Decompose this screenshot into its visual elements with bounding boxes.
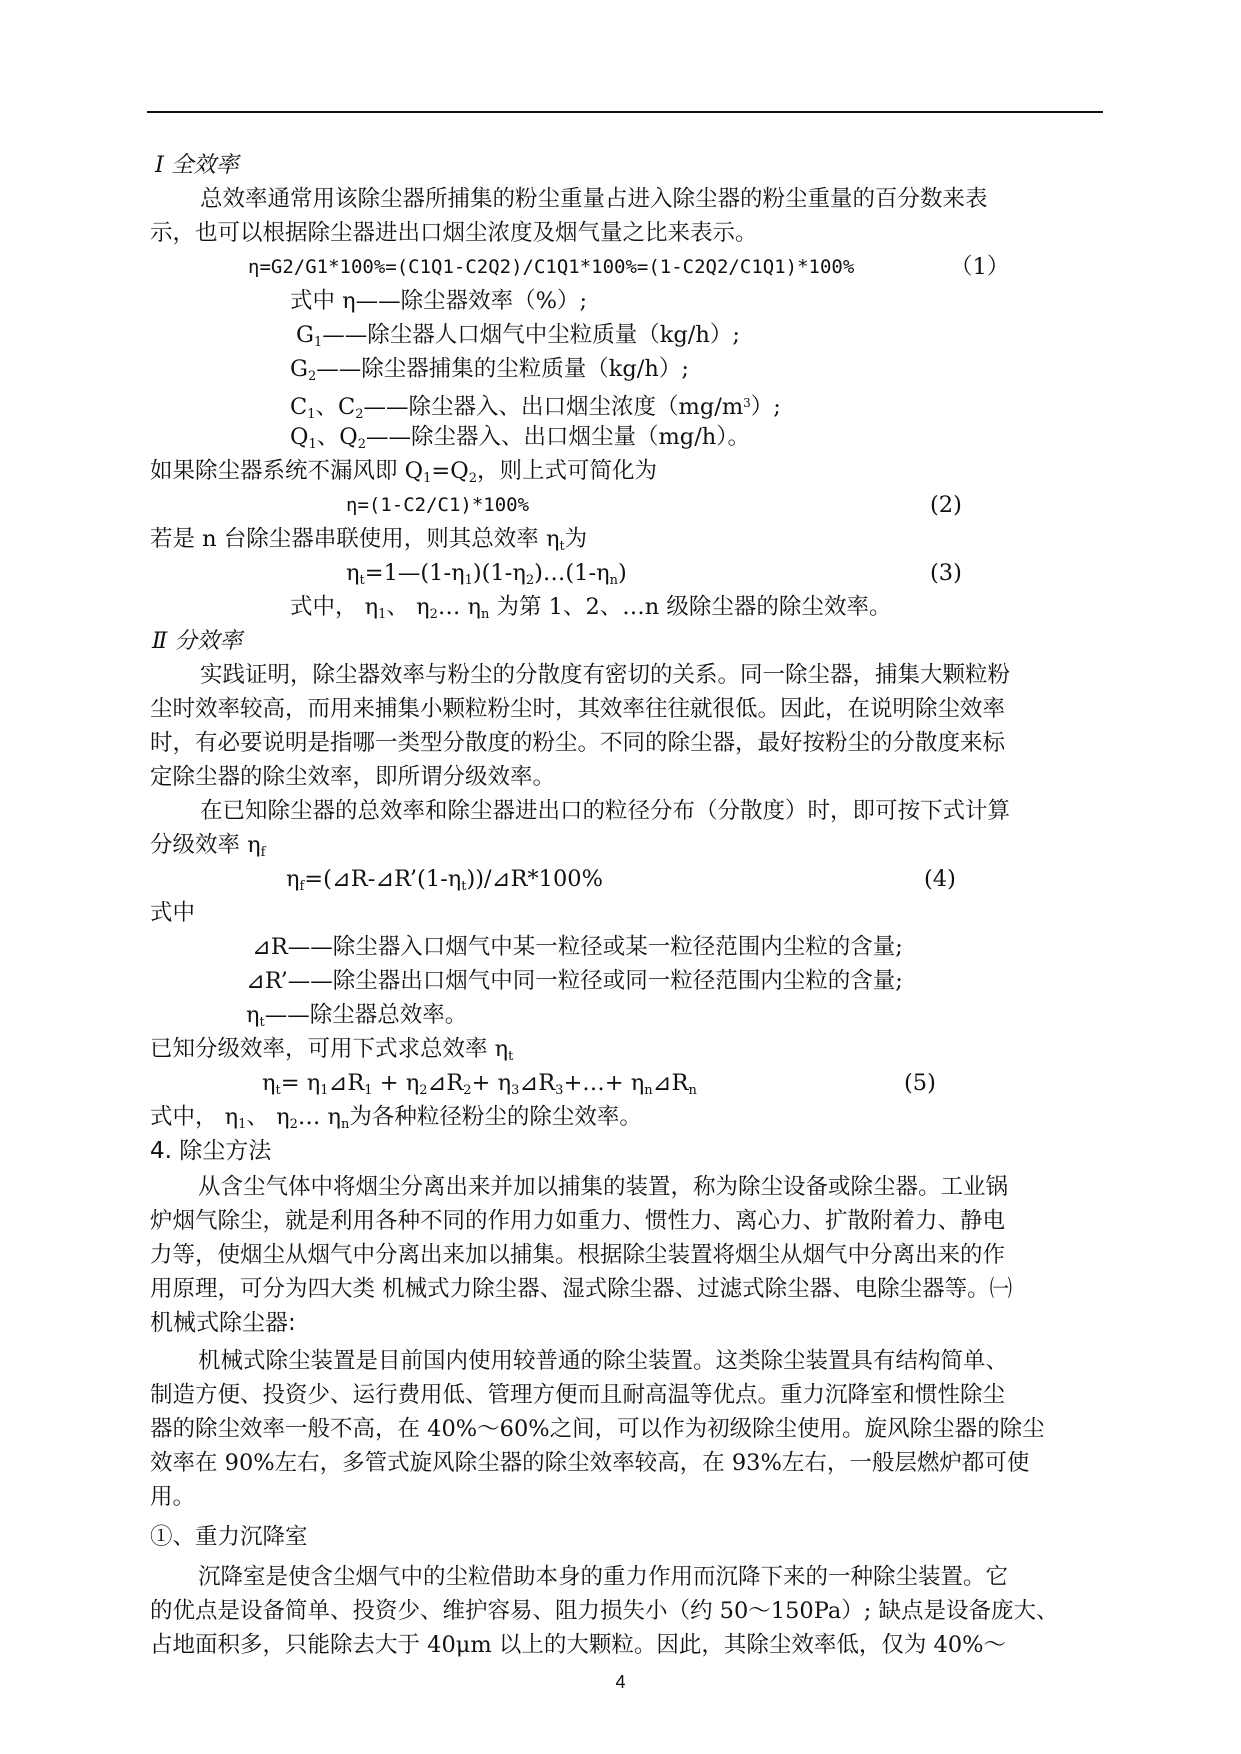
paragraph-line: 用。 <box>150 1484 196 1510</box>
paragraph-line <box>150 828 265 870</box>
paragraph-line: 示，也可以根据除尘器进出口烟尘浓度及烟气量之比来表示。 <box>150 220 758 246</box>
text: )(1-η <box>472 560 526 586</box>
equation-4-number: (4) <box>924 866 956 892</box>
subscript: 3 <box>555 1083 564 1098</box>
text: … η <box>437 594 481 620</box>
text: ——除尘器总效率。 <box>264 1002 468 1028</box>
text: ) <box>617 560 627 586</box>
text: ⊿R <box>519 1070 556 1096</box>
subscript: t <box>359 573 365 588</box>
paragraph-line: 机械式除尘装置是目前国内使用较普通的除尘装置。这类除尘装置具有结构简单、 <box>198 1348 1009 1374</box>
definition-delta-r-prime: ⊿R’——除尘器出口烟气中同一粒径或同一粒径范围内尘粒的含量; <box>246 968 903 994</box>
text: + η <box>372 1070 420 1096</box>
text: =1—(1-η <box>364 560 465 586</box>
definition-text: ——除尘器人口烟气中尘粒质量（kg/h）; <box>322 322 740 348</box>
symbol-g: G <box>296 322 314 348</box>
equation-3-number: (3) <box>930 560 962 586</box>
subscript: 1 <box>464 573 473 588</box>
text: 为各种粒径粉尘的除尘效率。 <box>349 1104 642 1130</box>
subscript: n <box>644 1083 653 1098</box>
text: = η <box>280 1070 321 1096</box>
paragraph-line: 的优点是设备简单、投资少、维护容易、阻力损失小（约 50～150Pa）; 缺点是设备庞大、 <box>150 1598 1059 1624</box>
subscript: n <box>609 573 618 588</box>
section-heading-dust-removal-methods: 4. 除尘方法 <box>150 1138 272 1164</box>
subscript: t <box>461 879 467 894</box>
definition-delta-r: ⊿R——除尘器入口烟气中某一粒径或某一粒径范围内尘粒的含量; <box>252 934 903 960</box>
subscript: 1 <box>308 437 317 452</box>
text: =(⊿R-⊿R’(1-η <box>304 866 462 892</box>
paragraph-line: 用原理，可分为四大类 机械式力除尘器、湿式除尘器、过滤式除尘器、电除尘器等。㈠ <box>150 1276 1013 1302</box>
text: … η <box>297 1104 341 1130</box>
subscript: 2 <box>463 1083 472 1098</box>
text: 、Q <box>316 424 358 450</box>
paragraph-line: 炉烟气除尘，就是利用各种不同的作用力如重力、惯性力、离心力、扩散附着力、静电 <box>150 1208 1006 1234</box>
text: 若是 n 台除尘器串联使用，则其总效率 η <box>150 526 560 552</box>
text: ⊿R <box>652 1070 689 1096</box>
subscript: 1 <box>423 471 432 486</box>
subscript: 1 <box>320 1083 329 1098</box>
subscript: 1 <box>378 607 387 622</box>
subscript: 2 <box>307 369 317 384</box>
subscript: 1 <box>364 1083 373 1098</box>
text: ）; <box>750 394 781 420</box>
subsection-heading-mechanical: 机械式除尘器: <box>150 1310 296 1336</box>
paragraph-line: 在已知除尘器的总效率和除尘器进出口的粒径分布（分散度）时，即可按下式计算 <box>200 798 1011 824</box>
subscript: 1 <box>307 407 316 422</box>
symbol-q: Q <box>290 424 309 450</box>
text: ⊿R <box>427 1070 464 1096</box>
paragraph-line: 时，有必要说明是指哪一类型分散度的粉尘。不同的除尘器，最好按粉尘的分散度来标 <box>150 730 1006 756</box>
paragraph-line: 定除尘器的除尘效率，即所谓分级效率。 <box>150 764 556 790</box>
text: + η <box>471 1070 512 1096</box>
text: 为 <box>564 526 588 552</box>
eta-symbol: η <box>346 560 360 586</box>
text: 式中， η <box>150 1104 239 1130</box>
definition-eta: 式中 η——除尘器效率（%）; <box>290 288 588 314</box>
subscript: 3 <box>511 1083 520 1098</box>
subscript: t <box>559 539 565 554</box>
paragraph-line: 器的除尘效率一般不高，在 40%～60%之间，可以作为初级除尘使用。旋风除尘器的除尘 <box>150 1416 1045 1442</box>
subscript: 2 <box>289 1117 298 1132</box>
text: 如果除尘器系统不漏风即 Q <box>150 458 424 484</box>
subscript: t <box>259 1015 265 1030</box>
paragraph-line: 占地面积多，只能除去大于 40μm 以上的大颗粒。因此，其除尘效率低，仅为 40%～ <box>150 1632 1007 1658</box>
paragraph-line: 力等，使烟尘从烟气中分离出来加以捕集。根据除尘装置将烟尘从烟气中分离出来的作 <box>150 1242 1006 1268</box>
paragraph-line: 式中 <box>150 900 196 926</box>
text: 、 η <box>246 1104 290 1130</box>
subscript: n <box>480 607 490 622</box>
text: 为第 1、2、…n 级除尘器的除尘效率。 <box>489 594 892 620</box>
definition-text: ——除尘器入、出口烟尘浓度（mg/m <box>363 394 744 420</box>
subsection-heading-gravity-settling: ①、重力沉降室 <box>150 1524 308 1550</box>
text: ))/⊿R*100% <box>466 866 603 892</box>
paragraph-line: 尘时效率较高，而用来捕集小颗粒粉尘时，其效率往往就很低。因此，在说明除尘效率 <box>150 696 1006 722</box>
equation-1: η=G2/G1*100%=(C1Q1-C2Q2)/C1Q1*100%=(1-C2Q2/C1Q1)*100% <box>248 256 855 278</box>
definition-text: ——除尘器入、出口烟尘量（mg/h）。 <box>365 424 751 450</box>
subscript: 2 <box>468 471 477 486</box>
equation-2-number: (2) <box>930 492 962 518</box>
subscript: 1 <box>313 335 323 350</box>
subscript: f <box>299 879 305 894</box>
header-rule <box>147 111 1103 113</box>
subscript: 2 <box>357 437 366 452</box>
symbol-g: G <box>290 356 308 382</box>
paragraph-line <box>290 590 891 632</box>
text: 已知分级效率，可用下式求总效率 η <box>150 1036 509 1062</box>
eta-symbol: η <box>246 1002 260 1028</box>
page-number: 4 <box>615 1672 626 1692</box>
text: ，则上式可简化为 <box>476 458 657 484</box>
eta-symbol: η <box>286 866 300 892</box>
subscript: 2 <box>429 607 438 622</box>
text: 式中， η <box>290 594 379 620</box>
subscript: n <box>688 1083 697 1098</box>
superscript: 3 <box>743 396 751 410</box>
equation-4 <box>286 862 603 904</box>
subscript: 2 <box>419 1083 428 1098</box>
subscript: f <box>260 845 266 860</box>
paragraph-line: 制造方便、投资少、运行费用低、管理方便而且耐高温等优点。重力沉降室和惯性除尘 <box>150 1382 1006 1408</box>
subscript: 1 <box>238 1117 247 1132</box>
section-heading-total-efficiency: Ⅰ 全效率 <box>155 152 239 178</box>
text: =Q <box>431 458 469 484</box>
symbol-c: C <box>290 394 308 420</box>
equation-5-number: (5) <box>904 1070 936 1096</box>
text: 、C <box>315 394 356 420</box>
subscript: t <box>508 1049 514 1064</box>
paragraph-line: 总效率通常用该除尘器所捕集的粉尘重量占进入除尘器的粉尘重量的百分数来表 <box>200 186 988 212</box>
subscript: t <box>275 1083 281 1098</box>
equation-2: η=(1-C2/C1)*100% <box>346 494 530 516</box>
paragraph-line: 效率在 90%左右，多管式旋风除尘器的除尘效率较高，在 93%左右，一般层燃炉都可使 <box>150 1450 1030 1476</box>
paragraph-line: 沉降室是使含尘烟气中的尘粒借助本身的重力作用而沉降下来的一种除尘装置。它 <box>198 1564 1009 1590</box>
subscript: 2 <box>355 407 364 422</box>
subscript: 2 <box>525 573 535 588</box>
text: )…(1-η <box>534 560 610 586</box>
text: 、 η <box>386 594 430 620</box>
text: ⊿R <box>328 1070 365 1096</box>
text: +…+ η <box>563 1070 645 1096</box>
eta-symbol: η <box>262 1070 276 1096</box>
paragraph-line: 从含尘气体中将烟尘分离出来并加以捕集的装置，称为除尘设备或除尘器。工业锅 <box>198 1174 1009 1200</box>
section-heading-fractional-efficiency: Ⅱ 分效率 <box>152 628 242 654</box>
equation-1-number: （1） <box>950 254 1010 280</box>
definition-text: ——除尘器捕集的尘粒质量（kg/h）; <box>316 356 689 382</box>
text: 分级效率 η <box>150 832 261 858</box>
paragraph-line: 实践证明，除尘器效率与粉尘的分散度有密切的关系。同一除尘器，捕集大颗粒粉 <box>200 662 1011 688</box>
subscript: n <box>340 1117 350 1132</box>
